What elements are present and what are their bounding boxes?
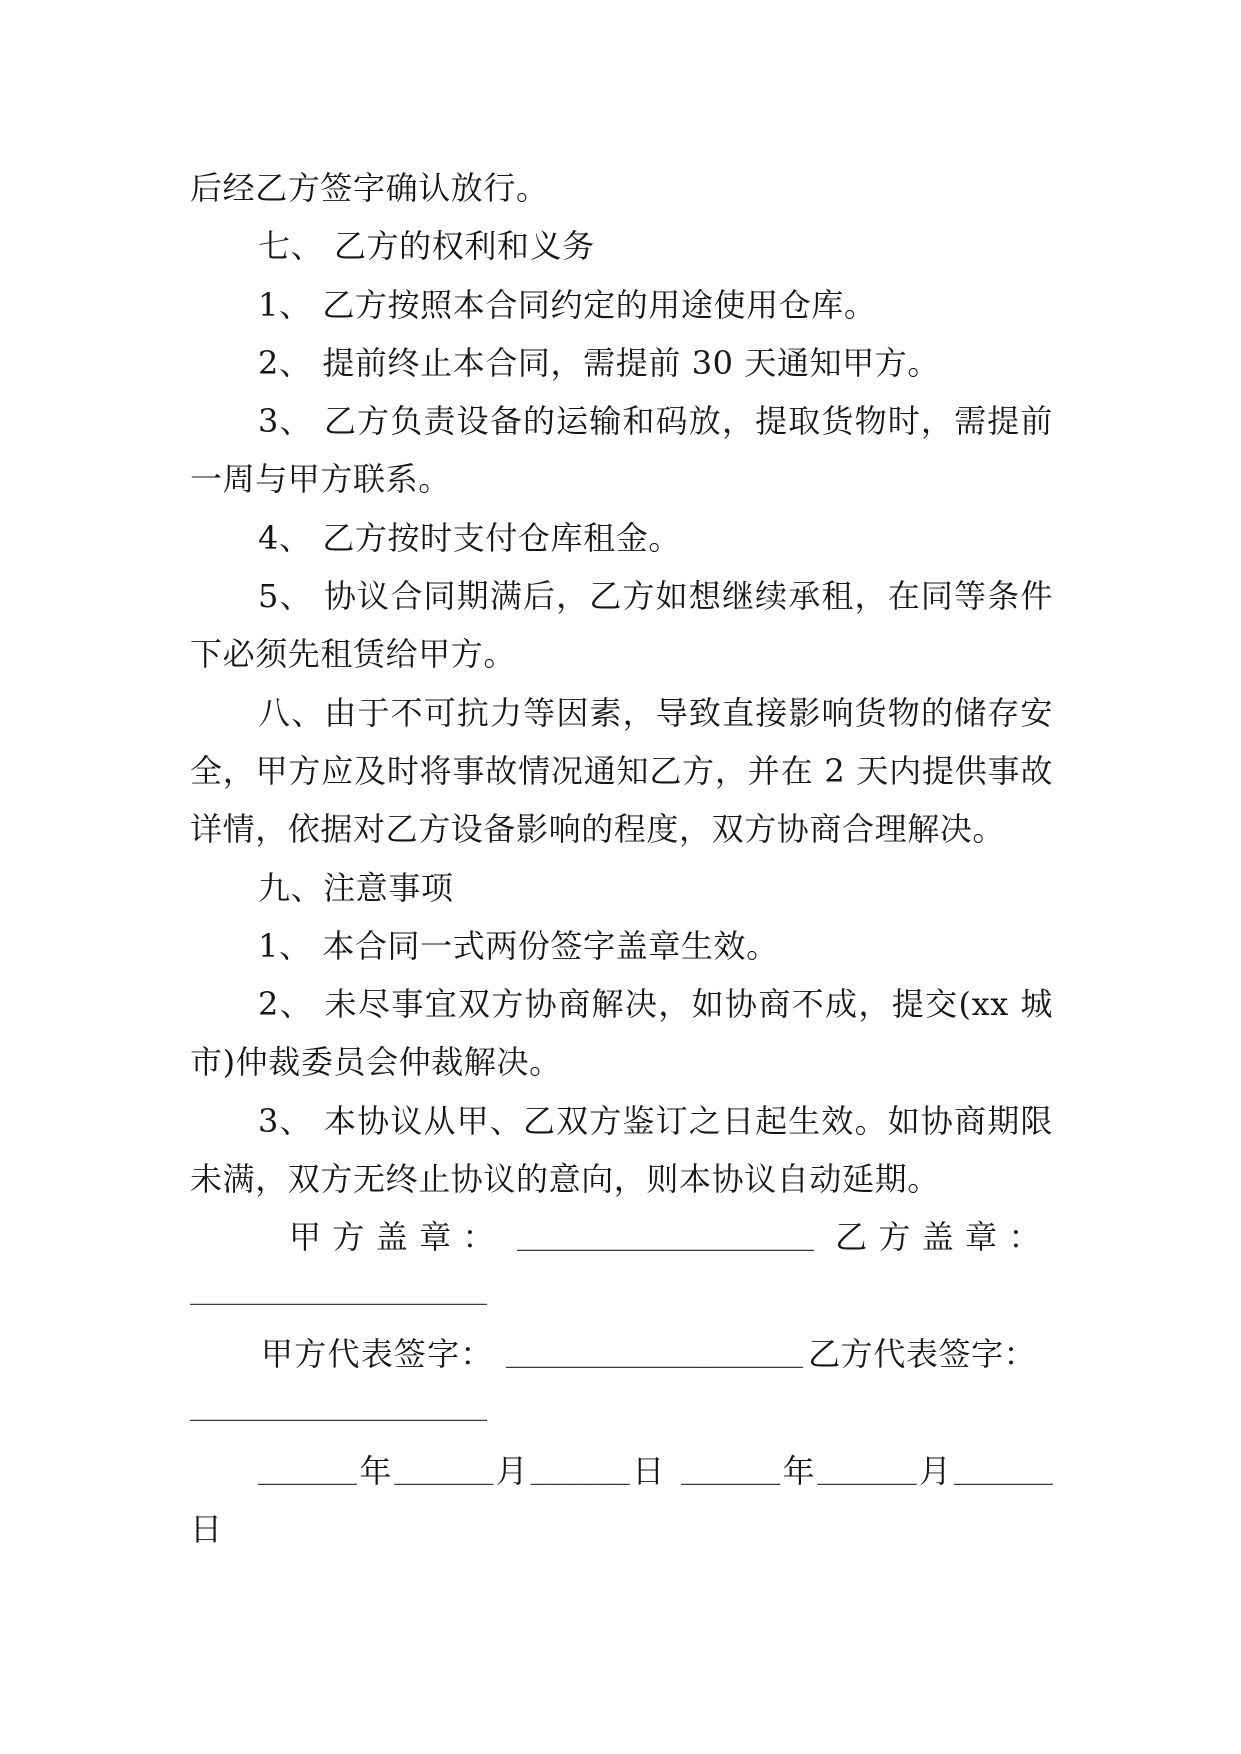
party-a-seal-label: 甲 方 盖 章 ： (289, 1218, 496, 1257)
party-b-month-label: 月 (918, 1451, 952, 1490)
paragraph-line: 后经乙方签字确认放行。 (190, 169, 549, 207)
party-b-month-blank: ______ (817, 1459, 917, 1491)
section-8-line-1: 八、由于不可抗力等因素，导致直接影响货物的储存安 (258, 693, 1053, 732)
party-a-representative-blank: __________________ (506, 1342, 804, 1374)
party-a-day-label: 日 (632, 1451, 665, 1490)
clause-7-5-line-1: 5、 协议合同期满后，乙方如想继续承租，在同等条件 (258, 577, 1053, 616)
clause-7-1: 1、 乙方按照本合同约定的用途使用仓库。 (258, 285, 877, 324)
party-b-year-blank: ______ (681, 1459, 781, 1491)
party-a-month-label: 月 (495, 1451, 529, 1490)
clause-9-3-line-2: 未满，双方无终止协议的意向，则本协议自动延期。 (190, 1160, 940, 1199)
clause-7-2: 2、 提前终止本合同，需提前 30 天通知甲方。 (258, 343, 940, 382)
party-a-year-blank: ______ (258, 1459, 358, 1491)
party-b-seal-blank: __________________ (190, 1279, 488, 1311)
section-heading-7: 七、 乙方的权利和义务 (258, 227, 595, 266)
seal-row-continued (190, 1267, 1053, 1325)
party-a-day-blank: ______ (530, 1459, 630, 1491)
party-b-day-blank: ______ (953, 1459, 1053, 1491)
clause-9-2-line-2: 市)仲裁委员会仲裁解决。 (190, 1043, 562, 1082)
document-body (190, 159, 1053, 1558)
party-b-year-label: 年 (782, 1451, 816, 1490)
section-heading-9: 九、注意事项 (258, 868, 454, 907)
party-a-seal-blank: __________________ (517, 1226, 815, 1258)
party-b-representative-label: 乙方代表签字： (808, 1334, 1037, 1373)
party-b-representative-blank: __________________ (190, 1396, 488, 1428)
seal-row (190, 1208, 1053, 1266)
clause-9-2-line-1: 2、 未尽事宜双方协商解决，如协商不成，提交(xx 城 (258, 985, 1053, 1024)
representative-row-continued (190, 1383, 1053, 1441)
clause-7-3-line-1: 3、 乙方负责设备的运输和码放，提取货物时，需提前 (258, 402, 1053, 441)
clause-7-4: 4、 乙方按时支付仓库租金。 (258, 518, 681, 557)
date-row (190, 1442, 1053, 1500)
section-8-line-3: 详情，依据对乙方设备影响的程度，双方协商合理解决。 (190, 810, 1006, 849)
party-b-seal-label: 乙 方 盖 章 ： (835, 1218, 1042, 1257)
party-a-year-label: 年 (359, 1451, 393, 1490)
party-a-month-blank: ______ (394, 1459, 494, 1491)
clause-7-5-line-2: 下必须先租赁给甲方。 (190, 635, 517, 674)
clause-9-3-line-1: 3、 本协议从甲、乙双方鉴订之日起生效。如协商期限 (258, 1101, 1053, 1140)
party-a-representative-label: 甲方代表签字： (261, 1334, 493, 1373)
clause-9-1: 1、 本合同一式两份签字盖章生效。 (258, 926, 779, 965)
clause-7-3-line-2: 一周与甲方联系。 (190, 460, 451, 499)
representative-row (190, 1325, 1053, 1383)
section-8-line-2: 全，甲方应及时将事故情况通知乙方，并在 2 天内提供事故 (190, 751, 1053, 790)
party-b-day-label: 日 (190, 1509, 223, 1548)
